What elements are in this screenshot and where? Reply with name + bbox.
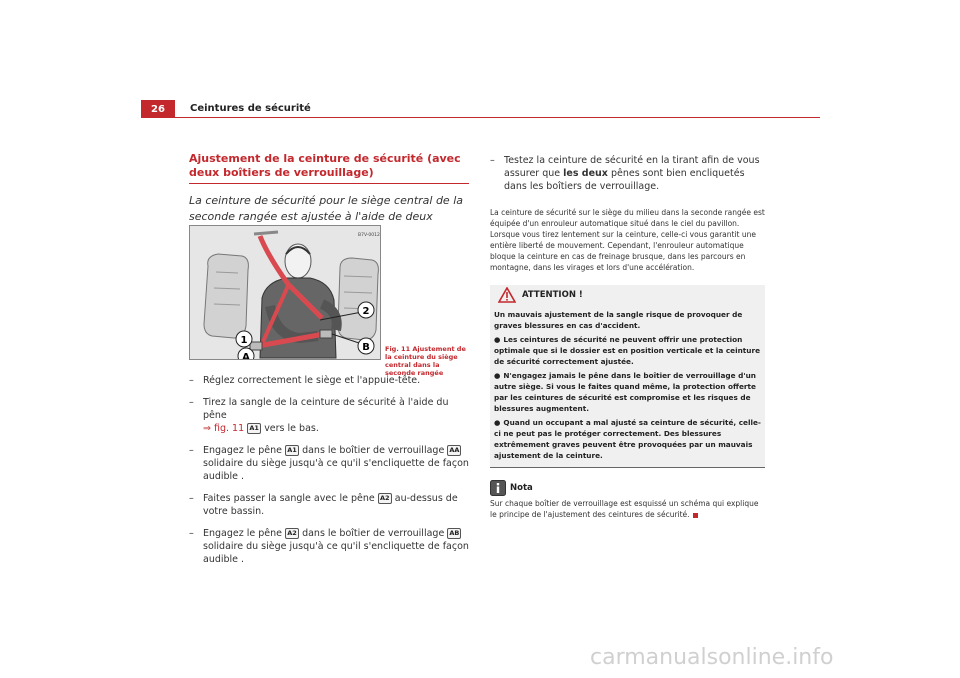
note-title: Nota: [510, 483, 533, 493]
step-3: – Engagez le pêne A1 dans le boîtier de verrouillage AA solidaire du siège jusqu'à ce qu'il s'encliquette de façon audible .: [189, 445, 469, 482]
warning-header: [490, 285, 765, 305]
watermark: carmanualsonline.info: [590, 645, 834, 670]
section-end-marker: [693, 513, 698, 518]
section-title: Ajustement de la ceinture de sécurité (avec deux boîtiers de verrouillage): [189, 152, 469, 184]
bullet-icon: ●: [494, 335, 501, 344]
callout-2: 2: [362, 306, 370, 317]
figure-caption: Fig. 11 Ajustement de la ceinture du siège central dans la seconde rangée: [385, 345, 466, 377]
right-column: [490, 154, 765, 520]
bullet-icon: ●: [494, 418, 501, 427]
pene-2-badge: A2: [285, 528, 299, 539]
pene-1-badge: A1: [285, 445, 299, 456]
callout-B: B: [362, 342, 370, 353]
figure-illustration: [189, 225, 381, 360]
bullet-icon: ●: [494, 371, 501, 380]
callout-1: 1: [240, 335, 248, 346]
boitier-b-badge: AB: [449, 529, 460, 537]
steps-list: [189, 374, 474, 575]
figure-reference-link[interactable]: ⇒ fig. 11: [203, 423, 245, 434]
page-number: 26: [141, 100, 175, 118]
warning-box: [490, 285, 765, 468]
step-1: – Réglez correctement le siège et l'appuie-tête.: [189, 375, 421, 386]
note-info-icon: [490, 480, 506, 496]
step-4: – Faites passer la sangle avec le pêne A2 au-dessus de votre bassin.: [189, 493, 458, 517]
warning-bullet: ● Quand un occupant a mal ajusté sa ceinture de sécurité, celle-ci ne peut pas le protéger correctement. Des blessures extrêmement graves peuvent être provoquées par un mauvais ajustement de la ceinture.: [494, 418, 761, 460]
warning-bullet: ● N'engagez jamais le pêne dans le boîtier de verrouillage d'un autre siège. Si vous le faites quand même, la protection offerte par les ceintures de sécurité est compromise et les risques de blessures augmentent.: [494, 371, 756, 413]
retractor-paragraph: La ceinture de sécurité sur le siège du milieu dans la seconde rangée est équipée d'un enrouleur automatique situé dans le ciel du pavillon. Lorsque vous tirez lentement sur la ceinture, celle-ci vous garantit une entière liberté de mouvement. Cependant, l'enrouleur automatique bloque la ceinture en cas de freinage brusque, dans les parcours en montagne, dans les virages et lors d'une accélération.: [490, 208, 765, 272]
step-6: – Testez la ceinture de sécurité en la tirant afin de vous assurer que les deux pênes sont bien encliquetés dans les boîtiers de verrouillage.: [490, 155, 760, 192]
seatbelt-illustration: [190, 226, 380, 359]
step-5: – Engagez le pêne A2 dans le boîtier de verrouillage AB solidaire du siège jusqu'à ce qu'il s'encliquette de façon audible .: [189, 528, 469, 565]
pene-1-badge: A1: [247, 423, 261, 434]
step-2: – Tirez la sangle de la ceinture de sécurité à l'aide du pêne ⇒ fig. 11 A1 vers le bas.: [189, 397, 449, 434]
callout-A: A: [242, 352, 250, 359]
note-header: [490, 480, 765, 496]
boitier-a-badge: AA: [449, 446, 460, 454]
warning-title: ATTENTION !: [522, 290, 583, 300]
section-intro: La ceinture de sécurité pour le siège central de la seconde rangée est ajustée à l'aide de deux: [189, 194, 463, 223]
warning-intro: Un mauvais ajustement de la sangle risque de provoquer de graves blessures en cas d'accident.: [494, 310, 743, 330]
header-rule: [175, 117, 820, 118]
warning-body: [490, 305, 765, 467]
warning-bullet: ● Les ceintures de sécurité ne peuvent offrir une protection optimale que si le dossier est en position verticale et la ceinture de sécurité correctement ajustée.: [494, 335, 761, 366]
figure-code: B7V-0012: [358, 233, 380, 238]
running-title: Ceintures de sécurité: [190, 103, 311, 114]
figure: [189, 225, 471, 377]
pene-2-badge: A2: [378, 493, 392, 504]
note-text: Sur chaque boîtier de verrouillage est esquissé un schéma qui explique le principe de l'ajustement des ceintures de sécurité.: [490, 499, 759, 519]
warning-triangle-icon: [498, 287, 516, 303]
